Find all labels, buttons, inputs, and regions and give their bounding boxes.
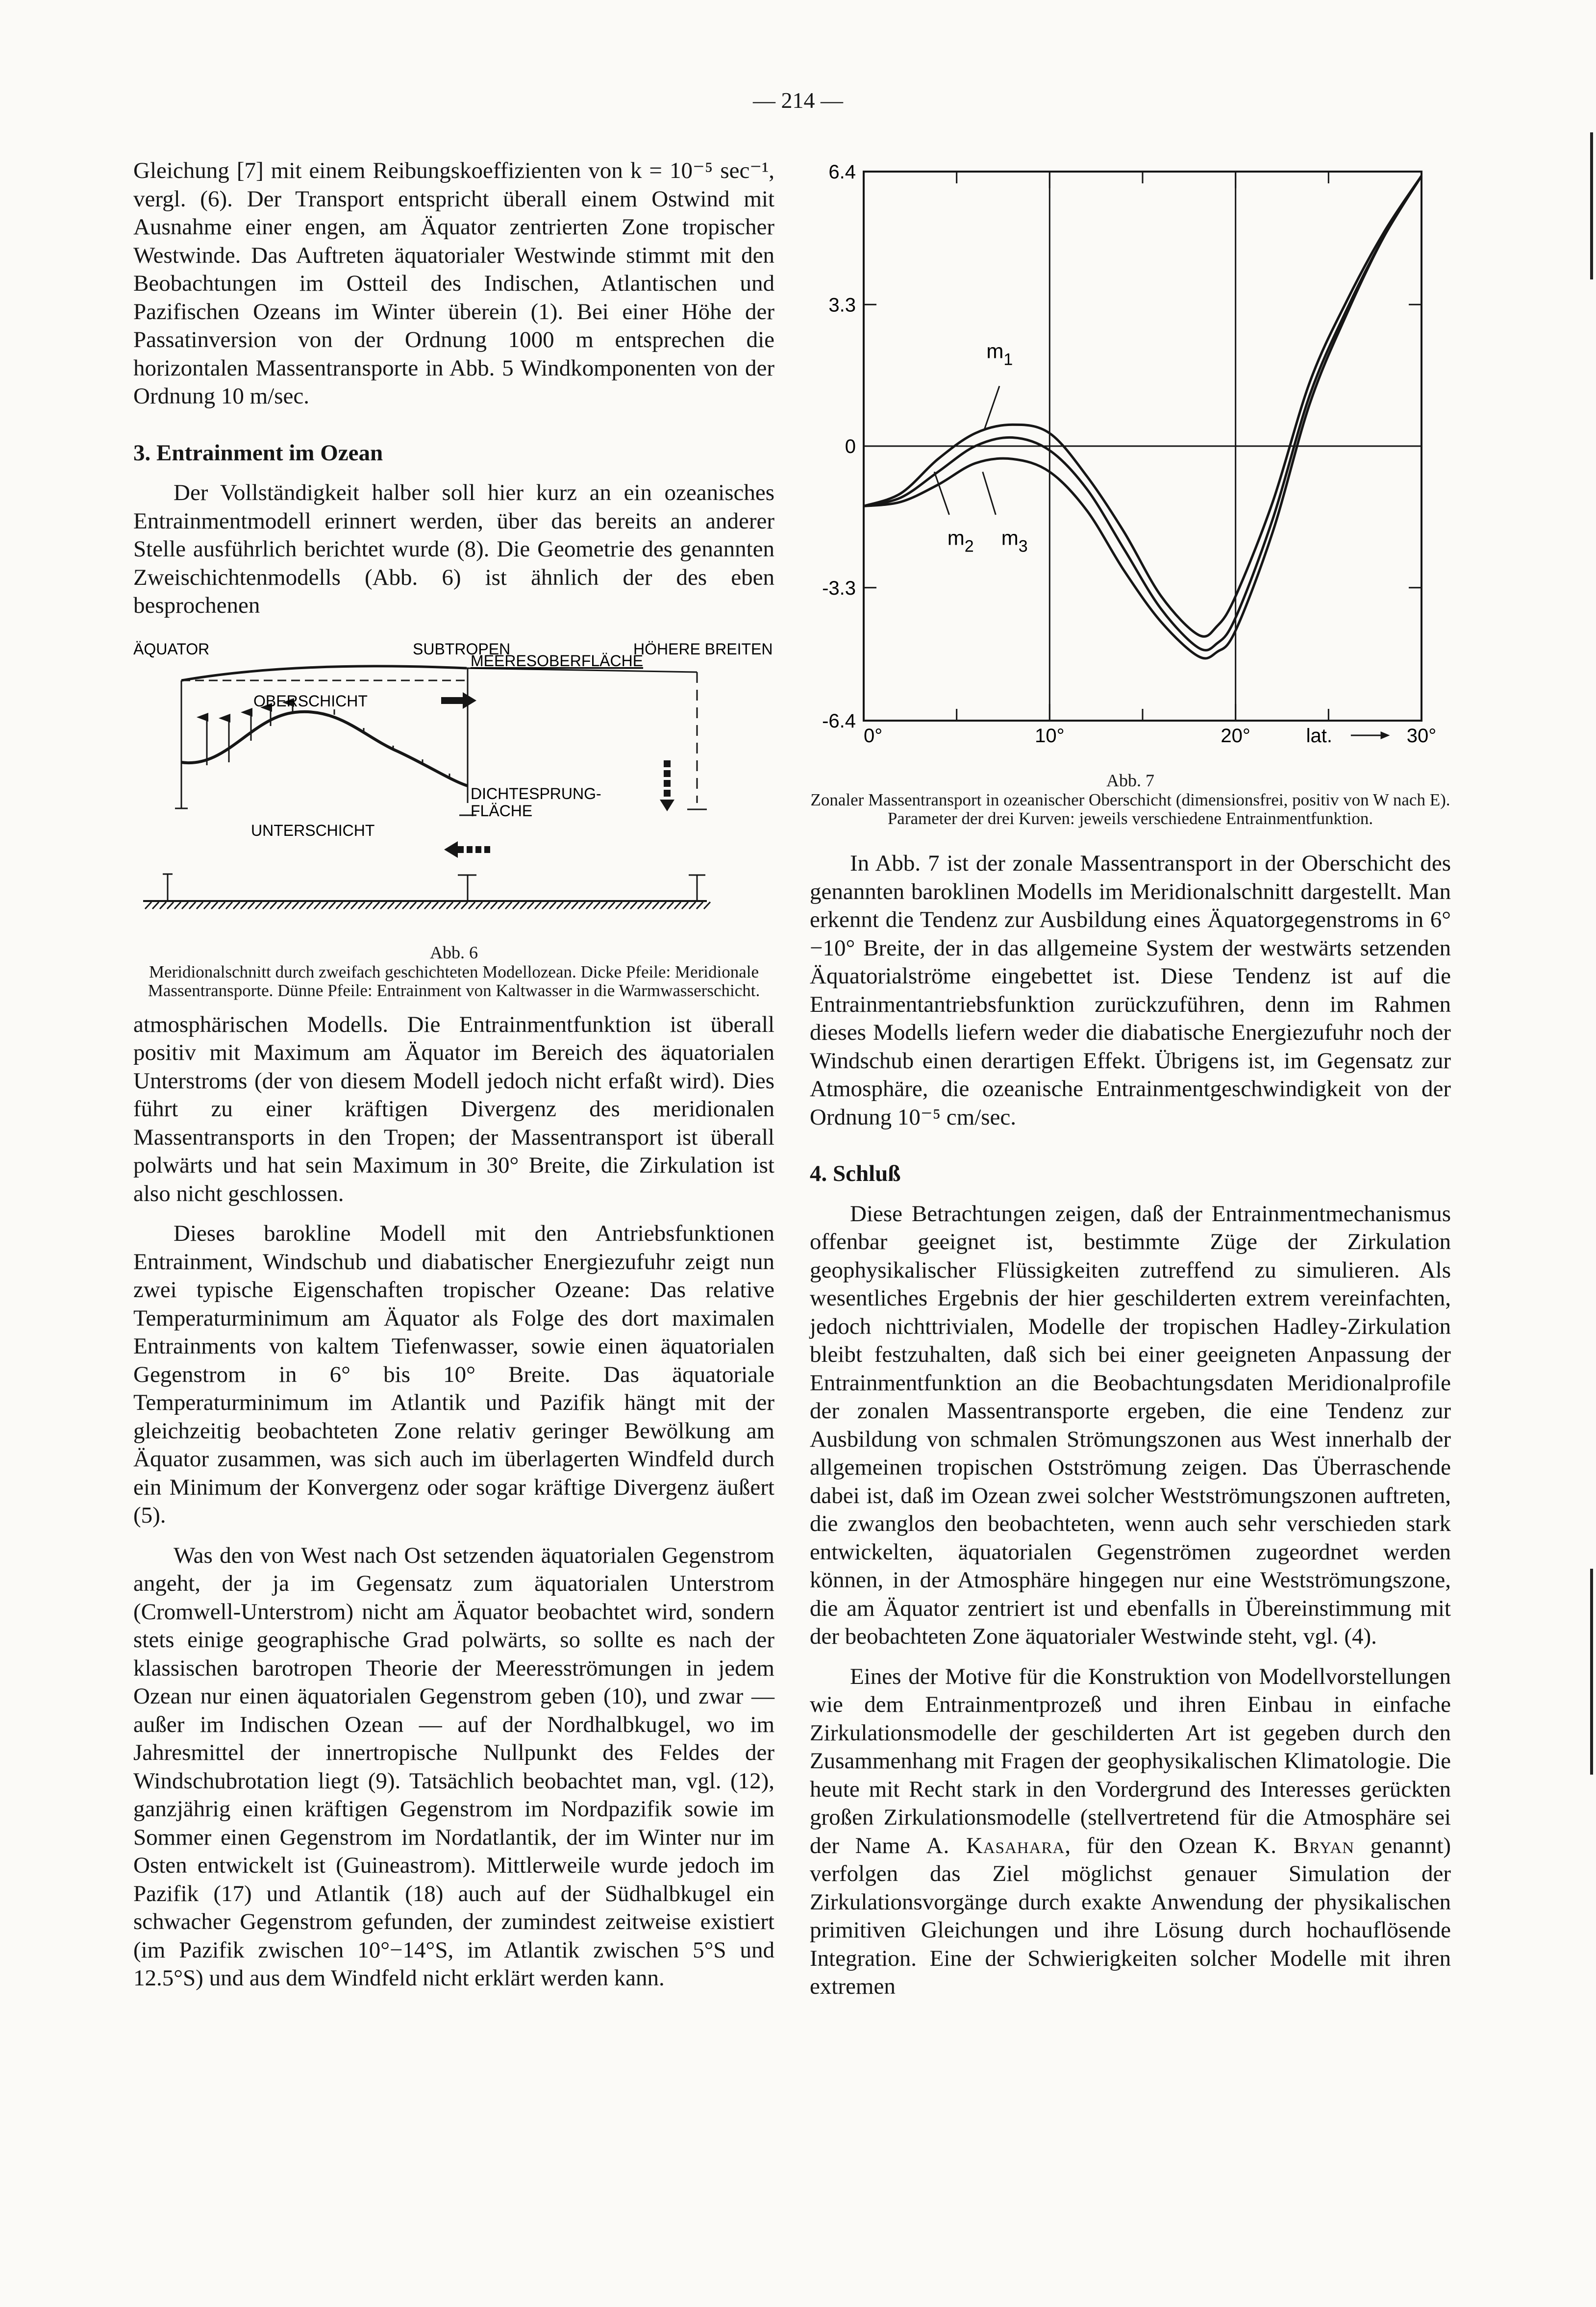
figure-7-caption	[810, 771, 1451, 828]
label-dichtesprung: DICHTESPRUNG-	[471, 784, 601, 802]
scan-edge-mark	[1590, 132, 1593, 279]
curve-label-m1: $m_1$	[986, 339, 1013, 369]
paragraph: Was den von West nach Ost setzenden äquatorialen Gegenstrom angeht, der ja im Gegensatz zum äquatorialen Unterstrom (Cromwell-Unterstrom) nicht am Äquator beobachtet wird, sondern stets einige geographische Grad polwärts, so sollte es nach der klassischen barotropen Theorie der Meeresströmungen in jedem Ozean nur einen äquatorialen Gegenstrom geben (10), und zwar — außer im Indischen Ozean — auf der Nordhalbkugel, wo im Jahresmittel der innertropische Nullpunkt des Feldes der Windschubrotation liegt (9). Tatsächlich beobachtet man, vgl. (12), ganzjährig einen kräftigen Gegenstrom im Nordpazifik sowie im Sommer einen Gegenstrom im Nordatlantik, der im Winter nur im Osten entwickelt ist (Guineastrom). Mittlerweile wurde jedoch im Pazifik (17) und Atlantik (18) auch auf der Südhalbkugel ein schwacher Gegenstrom gefunden, der zumindest zeitweise existiert (im Pazifik zwischen 10°−14°S, im Atlantik zwischen 5°S und 12.5°S) und aus dem Windfeld nicht erklärt werden kann.	[133, 1542, 774, 1991]
subtropics-marker	[458, 815, 476, 901]
x-tick-label: 0°	[864, 725, 883, 747]
x-tick-label: 20°	[1221, 725, 1250, 747]
paragraph: Diese Betrachtungen zeigen, daß der Entrainmentmechanismus offenbar geeignet ist, bestimmte Züge der Zirkulation geophysikalischer Flüssigkeiten zutreffend zu simulieren. Als wesentliches Ergebnis der hier geschilderten extrem vereinfachten, jedoch nichttrivialen, Modelle der tropischen Hadley-Zirkulation bleibt festzuhalten, daß sich bei einer geeigneten Anpassung der Entrainmentfunktion an die Beobachtungsdaten Meridionalprofile der zonalen Massentransporte ergeben, die eine Tendenz zur Ausbildung von schmalen Strömungszonen aus West innerhalb der allgemeinen tropischen Ostströmung zeigen. Das Überraschende dabei ist, daß im Ozean zwei solcher Westströmungszonen auftreten, die zwanglos den beobachteten, wenn auch sehr verschieden stark entwickelten, äquatorialen Gegenströmen zugeordnet werden können, in der Atmosphäre hingegen nur eine Westströmungszone, die am Äquator zentriert ist und ebenfalls in Übereinstimmung mit der beobachteten Zone äquatorialer Westwinde steht, vgl. (4).	[810, 1201, 1451, 1649]
figure-6-caption	[133, 943, 774, 1000]
label-flaeche: FLÄCHE	[471, 802, 533, 820]
lower-layer-transport-arrow	[444, 841, 490, 858]
series-line-m1	[864, 176, 1421, 637]
y-tick-label: -3.3	[822, 577, 856, 599]
x-tick-label: 10°	[1035, 725, 1065, 747]
paragraph: Der Vollständigkeit halber soll hier kurz an ein ozeanisches Entrainmentmodell erinnert werden, über das bereits an anderer Stelle ausführlich berichtet wurde (8). Die Geometrie des genannten Zweischichtenmodells (Abb. 6) ist ähnlich der des eben besprochenen	[133, 480, 774, 618]
label-meeresoberflaeche: MEERESOBERFLÄCHE	[471, 652, 644, 670]
curve-pointer-m3	[983, 472, 996, 515]
x-axis-arrow-head	[1381, 731, 1390, 739]
figure-6-diagram	[133, 634, 774, 938]
label-unterschicht: UNTERSCHICHT	[251, 821, 375, 839]
y-tick-label: 3.3	[828, 294, 856, 316]
page-number: — 214 —	[753, 88, 843, 113]
section-heading: 3. Entrainment im Ozean	[133, 440, 383, 466]
author-name: K. Bryan	[1253, 1832, 1354, 1858]
figure-7-caption-text: Zonaler Massentransport in ozeanischer Oberschicht (dimensionsfrei, positiv von W nach E). Parameter der drei Kurven: jeweils verschiedene Entrainmentfunktion.	[810, 790, 1450, 828]
figure-7-label: Abb. 7	[1106, 771, 1154, 790]
upper-layer-transport-arrow	[441, 692, 476, 709]
left-column	[133, 157, 774, 1993]
equator-marker	[163, 803, 188, 901]
figure-7-chart	[810, 157, 1451, 765]
y-tick-label: 0	[845, 436, 856, 457]
figure-6-label: Abb. 6	[430, 942, 478, 962]
section-heading: 4. Schluß	[810, 1161, 901, 1186]
paragraph: Gleichung [7] mit einem Reibungskoeffizienten von k = 10⁻⁵ sec⁻¹, vergl. (6). Der Transport entspricht überall einem Ostwind mit Ausnahme einer engen, am Äquator zentrierten Zone tropischer Westwinde. Das Auftreten äquatorialer Westwinde stimmt mit den Beobachtungen im Ostteil des Indischen, Atlantischen und Pazifischen Ozeans im Winter überein (1). Bei einer Höhe der Passatinversion von der Ordnung 1000 m entsprechen die horizontalen Massentransporte in Abb. 5 Windkomponenten von der Ordnung 10 m/sec.	[133, 158, 774, 409]
curve-label-m2: $m_2$	[947, 526, 974, 556]
x-tick-label: 30°	[1406, 725, 1437, 747]
figure-6	[133, 634, 774, 1000]
figure-7	[810, 157, 1451, 828]
downwelling-arrow	[660, 760, 674, 811]
scan-edge-mark	[1590, 1569, 1593, 1775]
paragraph: In Abb. 7 ist der zonale Massentransport in der Oberschicht des genannten baroklinen Modells im Meridionalschnitt dargestellt. Man erkennt die Tendenz zur Ausbildung eines Äquatorgegenstroms in 6°−10° Breite, der in das allgemeine System der westwärts setzenden Äquatorialströme eingebettet ist. Diese Tendenz ist auf die Entrainmentantriebsfunktion zurückzuführen, denn im Rahmen dieses Modells liefern weder die diabatische Energiezufuhr noch der Windschub einen derartigen Effekt. Übrigens ist, im Gegensatz zur Atmosphäre, die ozeanische Entrainmentgeschwindigkeit von der Ordnung 10⁻⁵ cm/sec.	[810, 851, 1451, 1130]
series-line-m3	[864, 176, 1421, 658]
seafloor-hatching	[145, 902, 710, 909]
series-line-m2	[864, 176, 1421, 651]
y-tick-label: -6.4	[822, 710, 856, 732]
curve-label-m3: $m_3$	[1001, 526, 1028, 556]
paragraph-part: , für den Ozean	[1065, 1832, 1238, 1858]
label-aquator: ÄQUATOR	[133, 640, 210, 658]
higher-latitudes-marker	[687, 809, 707, 901]
paragraph-part: genannt) verfolgen das Ziel möglichst genauer Simulation der Zirkulationsvorgänge durch exakte Anwendung der physikalischen primitiven Gleichungen und ihre Lösung durch hochauflösende Integration. Eine der Schwierigkeiten solcher Modelle mit ihren extremen	[810, 1832, 1451, 1999]
x-axis-label: lat.	[1306, 725, 1333, 747]
label-subtropen: SUBTROPEN	[413, 640, 511, 658]
right-column	[810, 157, 1451, 2001]
paragraph: atmosphärischen Modells. Die Entrainmentfunktion ist überall positiv mit Maximum am Äquator im Bereich des äquatorialen Unterstroms (der von diesem Modell jedoch nicht erfaßt wird). Dies führt zu einer kräftigen Divergenz des meridionalen Massentransports in den Tropen; der Massentransport ist überall polwärts und hat sein Maximum in 30° Breite, die Zirkulation ist also nicht geschlossen.	[133, 1011, 774, 1206]
curve-pointer-m1	[985, 386, 999, 429]
sea-surface-line	[181, 666, 467, 680]
label-oberschicht: OBERSCHICHT	[253, 692, 368, 710]
y-tick-label: 6.4	[828, 161, 856, 183]
paragraph: Dieses barokline Modell mit den Antriebsfunktionen Entrainment, Windschub und diabatischer Energiezufuhr zeigt nun zwei typische Eigenschaften tropischer Ozeane: Das relative Temperaturminimum am Äquator als Folge des dort maximalen Entrainments von kaltem Tiefenwasser, sowie einen äquatorialen Gegenstrom in 6° bis 10° Breite. Das äquatoriale Temperaturminimum im Atlantik und Pazifik hängt mit der gleichzeitig beobachteten Zone relativ geringer Bewölkung am Äquator zusammen, was sich auch im überlagerten Windfeld durch ein Minimum der Konvergenz oder sogar kräftige Divergenz äußert (5).	[133, 1221, 774, 1528]
author-name: A. Kasahara	[926, 1832, 1065, 1858]
paragraph-part: Eines der Motive für die Konstruktion von Modellvorstellungen wie dem Entrainmentprozeß und ihren Einbau in einfache Zirkulationsmodelle der geschilderten Art ist gegeben durch den Zusammenhang mit Fragen der geophysikalischen Klimatologie. Die heute mit Recht stark in den Vordergrund des Interesses gerückten großen Zirkulationsmodelle (stellvertretend für die Atmosphäre sei der Name	[810, 1663, 1451, 1858]
label-hoehere-breiten: HÖHERE BREITEN	[633, 640, 773, 658]
density-interface	[181, 711, 468, 785]
paragraph	[810, 1663, 1451, 2001]
figure-6-caption-text: Meridionalschnitt durch zweifach geschichteten Modellozean. Dicke Pfeile: Meridionale Massentransporte. Dünne Pfeile: Entrainment von Kaltwasser in die Warmwasserschicht.	[148, 962, 760, 1000]
